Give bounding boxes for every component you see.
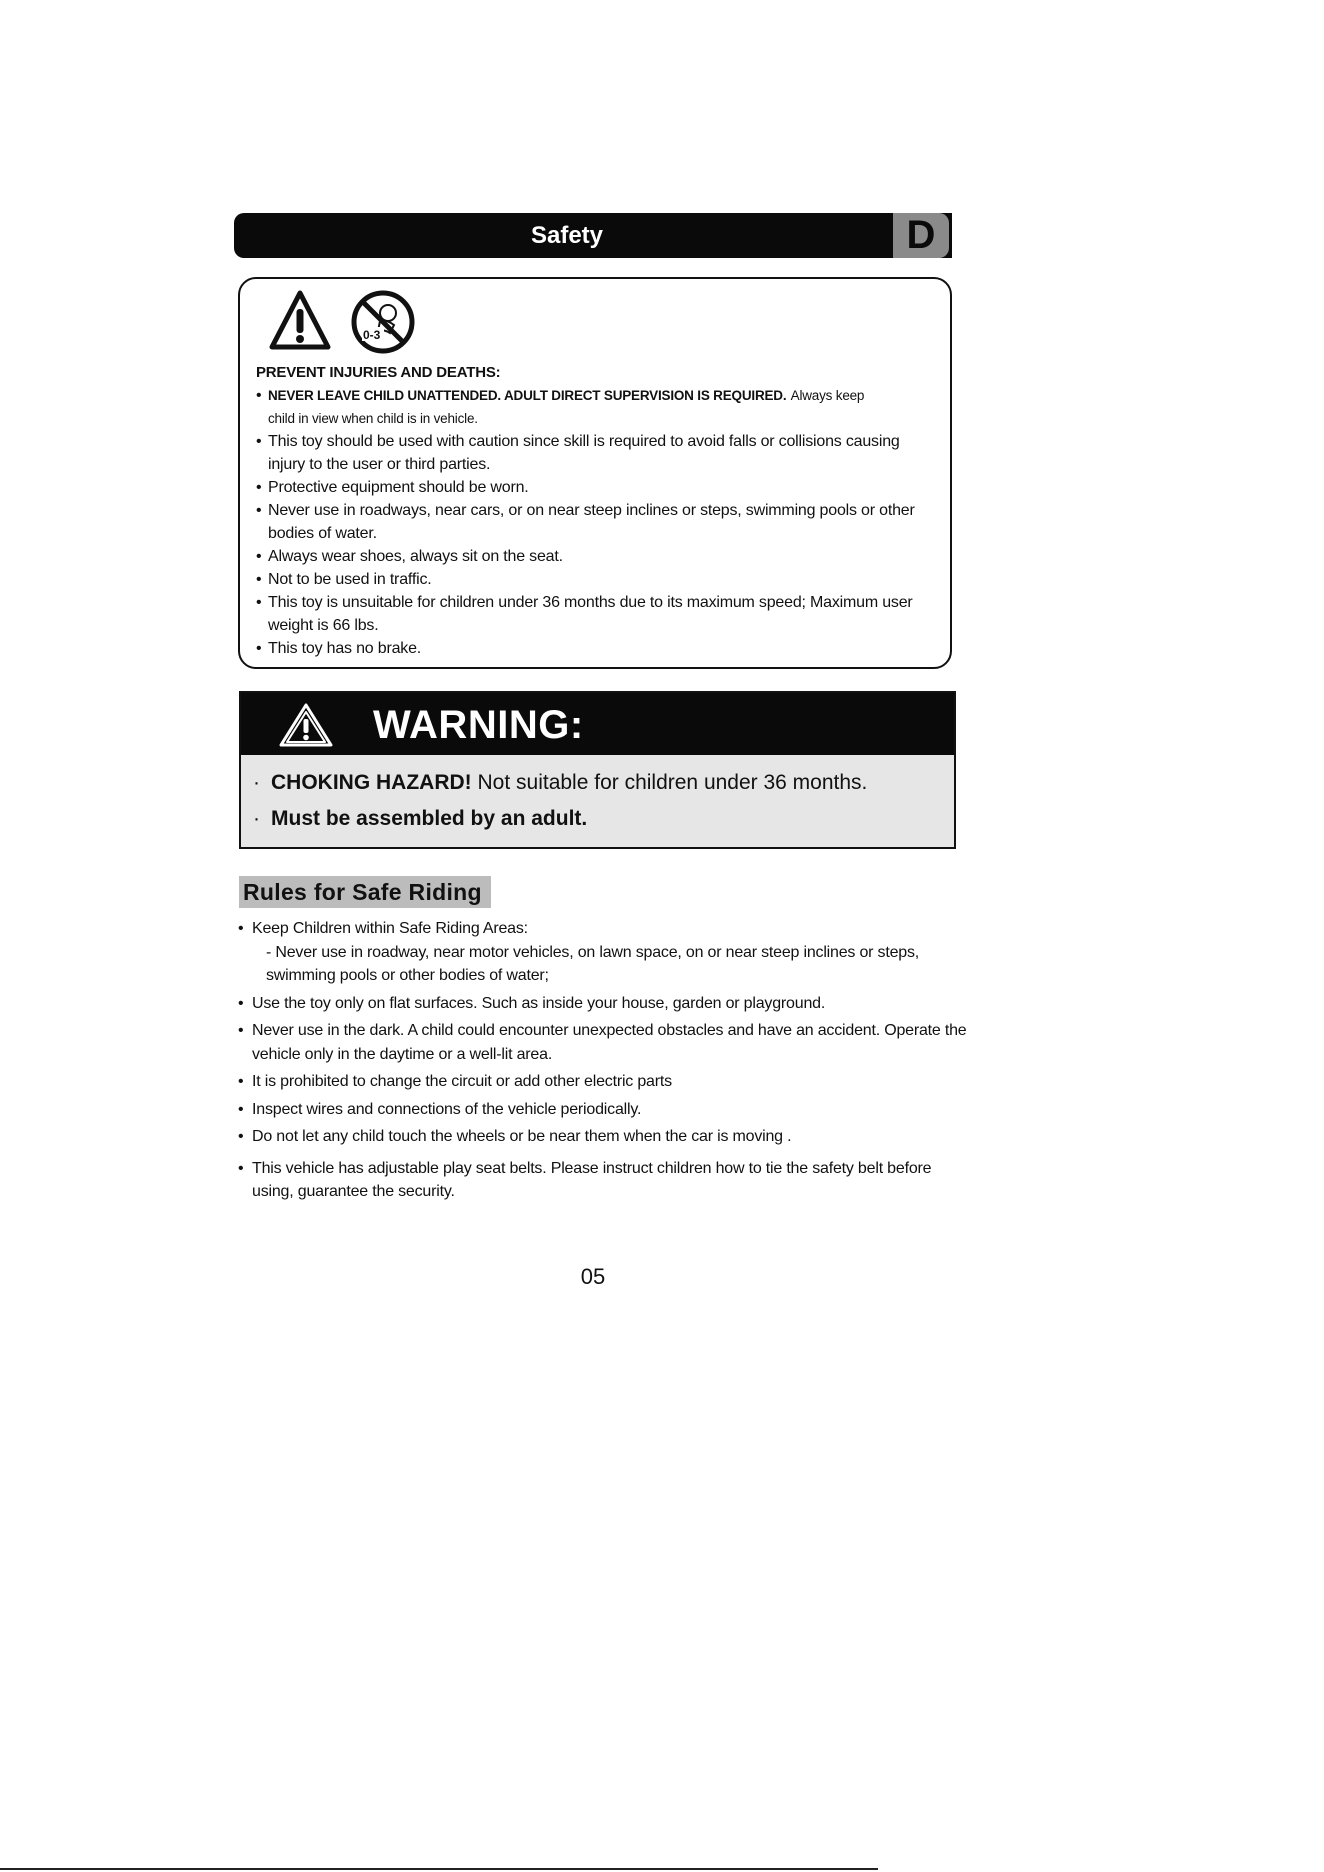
list-item: • This toy should be used with caution since skill is required to avoid falls or collisions causing injury to the user or third parties.	[256, 433, 900, 473]
list-item: • It is prohibited to change the circuit or add other electric parts	[238, 1073, 672, 1090]
list-item: • NEVER LEAVE CHILD UNATTENDED. ADULT DIRECT SUPERVISION IS REQUIRED. Always keep child in view when child is in vehicle.	[256, 387, 865, 426]
section-header	[234, 213, 952, 258]
warning-header	[241, 693, 954, 755]
warning-triangle-icon	[277, 701, 335, 749]
bottom-divider	[0, 1868, 878, 1870]
warning-title: WARNING:	[373, 703, 584, 747]
list-item: • Never use in the dark. A child could encounter unexpected obstacles and have an accident. Operate the vehicle only in the daytime or a well-lit area.	[238, 1022, 967, 1063]
list-item: • Inspect wires and connections of the vehicle periodically.	[238, 1100, 642, 1118]
list-item: • Never use in roadways, near cars, or on near steep inclines or steps, swimming pools or other bodies of water.	[256, 502, 915, 542]
list-item: • This vehicle has adjustable play seat belts. Please instruct children how to tie the safety belt before using, guarantee the security.	[238, 1159, 932, 1200]
warning-triangle-icon	[268, 289, 332, 351]
supervision-warning: NEVER LEAVE CHILD UNATTENDED. ADULT DIRECT SUPERVISION IS REQUIRED.	[268, 388, 787, 403]
list-item: · CHOKING HAZARD! Not suitable for children under 36 months.	[253, 771, 868, 794]
list-item: • Always wear shoes, always sit on the seat.	[256, 548, 563, 565]
list-item: • This toy has no brake.	[256, 640, 422, 657]
list-item: • Do not let any child touch the wheels or be near them when the car is moving .	[238, 1128, 792, 1145]
rules-heading: Rules for Safe Riding	[239, 876, 491, 908]
age-label: 0-3	[363, 328, 381, 342]
safety-notice-box	[238, 277, 952, 669]
list-item: • Use the toy only on flat surfaces. Such as inside your house, garden or playground.	[238, 994, 826, 1012]
safety-heading: PREVENT INJURIES AND DEATHS:	[256, 364, 501, 381]
no-children-0-3-icon	[350, 289, 416, 355]
page-title: Safety	[530, 222, 604, 249]
section-letter-badge: D	[893, 213, 949, 258]
warning-box	[239, 691, 956, 849]
list-item: • Keep Children within Safe Riding Areas: - Never use in roadway, near motor vehicles, on lawn space, on or near steep inclines or steps, swimming pools or other bodies of water;	[238, 917, 968, 988]
list-item: • Protective equipment should be worn.	[256, 479, 529, 496]
warning-list	[253, 765, 867, 837]
safety-icons	[268, 289, 430, 359]
list-item: · Must be assembled by an adult.	[253, 807, 588, 830]
page-number: 05	[580, 1264, 606, 1289]
rules-list	[238, 917, 968, 1208]
list-item: • Not to be used in traffic.	[256, 571, 432, 588]
safety-text	[256, 361, 936, 660]
sub-item: - Never use in roadway, near motor vehicles, on lawn space, on or near steep inclines or steps, swimming pools or other bodies of water;	[266, 943, 920, 984]
list-item: • This toy is unsuitable for children under 36 months due to its maximum speed; Maximum user weight is 66 lbs.	[256, 594, 913, 634]
choking-hazard-label: CHOKING HAZARD!	[271, 771, 472, 794]
